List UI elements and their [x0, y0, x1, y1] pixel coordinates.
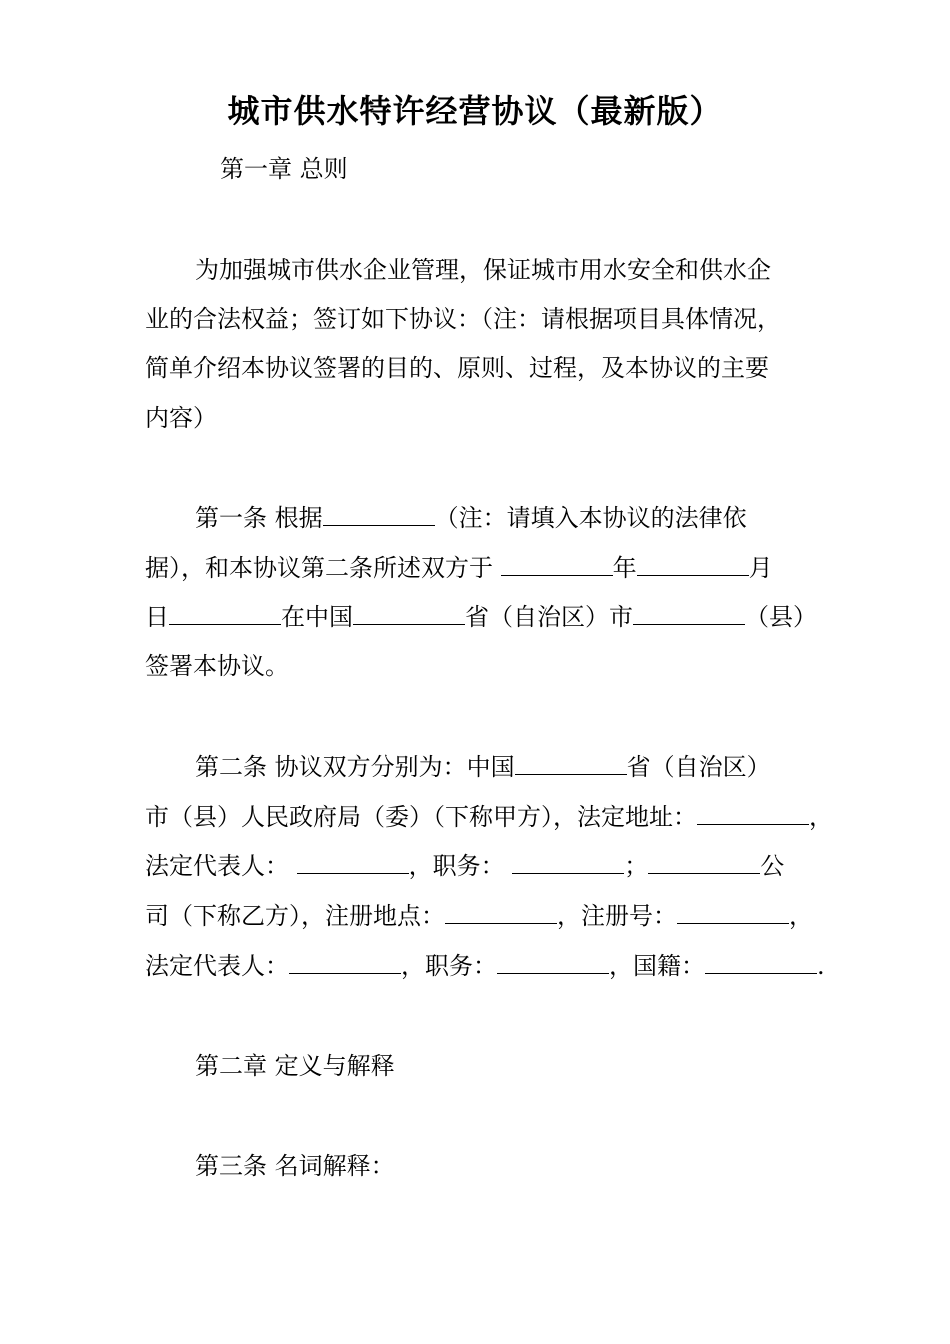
article-3-heading: 第三条 名词解释：	[195, 1152, 395, 1180]
blank-position-field[interactable]	[497, 951, 609, 974]
article-2-line-4	[145, 900, 813, 932]
blank-day-field[interactable]	[169, 602, 281, 625]
article-1-text: （注：请填入本协议的法律依	[434, 504, 747, 532]
blank-representative-field[interactable]	[297, 851, 409, 874]
article-2-text: 法定代表人：	[145, 852, 297, 880]
article-2-line-2	[145, 801, 833, 833]
blank-nationality-field[interactable]	[705, 951, 817, 974]
article-1-text: 据），和本协议第二条所述双方于	[145, 554, 501, 582]
article-2-line-1	[195, 751, 771, 783]
article-1-text: 年	[612, 554, 637, 582]
article-1-line-3	[145, 601, 817, 633]
blank-year-field[interactable]	[501, 553, 613, 576]
article-1-text: 第一条 根据	[195, 504, 323, 532]
article-2-text: 省（自治区）	[626, 753, 771, 781]
blank-company-field[interactable]	[648, 851, 760, 874]
article-1-text: 月	[748, 554, 773, 582]
article-2-text: 法定代表人：	[145, 952, 289, 980]
preamble-line-3: 简单介绍本协议签署的目的、原则、过程，及本协议的主要	[145, 354, 769, 382]
article-1-text: （县）	[745, 603, 817, 631]
article-2-text: ；	[624, 852, 649, 880]
blank-registration-number-field[interactable]	[677, 901, 789, 924]
article-2-line-5	[145, 950, 825, 982]
blank-representative-field[interactable]	[289, 951, 401, 974]
article-1-text: 在中国	[281, 603, 353, 631]
article-2-text: .	[817, 952, 825, 980]
blank-province-field[interactable]	[515, 752, 627, 775]
article-2-text: 市（县）人民政府局（委）（下称甲方），法定地址：	[145, 803, 697, 831]
blank-field[interactable]	[323, 503, 435, 526]
article-2-line-3	[145, 850, 784, 882]
article-1-text: 省（自治区）市	[465, 603, 633, 631]
article-2-text: ，	[789, 902, 813, 930]
article-1-line-4: 签署本协议。	[145, 652, 289, 680]
preamble-line-2: 业的合法权益；签订如下协议：（注：请根据项目具体情况，	[145, 305, 781, 333]
article-1-text: 日	[145, 603, 169, 631]
preamble-line-1: 为加强城市供水企业管理，保证城市用水安全和供水企	[195, 256, 771, 284]
article-2-text: ，职务：	[408, 852, 513, 880]
article-2-text: ，注册号：	[557, 902, 677, 930]
article-2-text: ，职务：	[401, 952, 497, 980]
blank-county-field[interactable]	[633, 602, 745, 625]
article-1-line-1	[195, 502, 747, 534]
blank-month-field[interactable]	[637, 553, 749, 576]
article-2-text: 公	[760, 852, 785, 880]
blank-province-field[interactable]	[353, 602, 465, 625]
preamble-line-4: 内容）	[145, 404, 217, 432]
document-title: 城市供水特许经营协议（最新版）	[227, 92, 723, 130]
article-1-line-2	[145, 552, 773, 584]
chapter-2-heading: 第二章 定义与解释	[195, 1052, 395, 1080]
article-2-text: 第二条 协议双方分别为：中国	[195, 753, 515, 781]
article-2-text: 司（下称乙方），注册地点：	[145, 902, 445, 930]
blank-registered-address-field[interactable]	[445, 901, 557, 924]
blank-position-field[interactable]	[512, 851, 624, 874]
chapter-1-heading: 第一章 总则	[220, 155, 348, 183]
article-2-text: ，国籍：	[609, 952, 705, 980]
article-2-text: ，	[809, 803, 833, 831]
blank-address-field[interactable]	[697, 802, 809, 825]
